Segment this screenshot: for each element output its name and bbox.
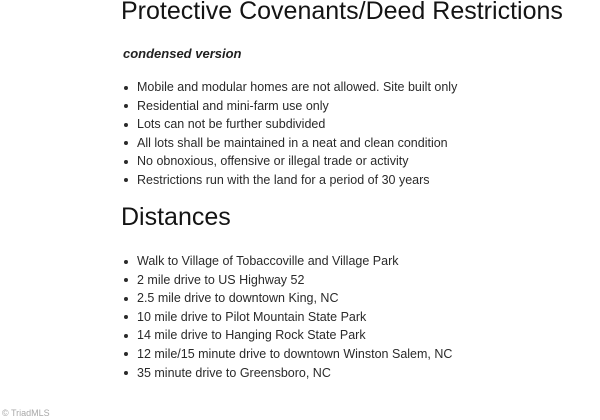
watermark: © TriadMLS [2,408,50,418]
list-item: Mobile and modular homes are not allowed. Site built only [123,78,457,97]
list-item: 35 minute drive to Greensboro, NC [123,364,452,383]
list-item: No obnoxious, offensive or illegal trade or activity [123,152,457,171]
restrictions-heading: Protective Covenants/Deed Restrictions [121,0,563,25]
list-item: Residential and mini-farm use only [123,97,457,116]
restrictions-list [123,78,457,190]
list-item: 12 mile/15 minute drive to downtown Winston Salem, NC [123,345,452,364]
list-item: 2 mile drive to US Highway 52 [123,271,452,290]
list-item: Walk to Village of Tobaccoville and Village Park [123,252,452,271]
distances-list [123,252,452,382]
list-item: 2.5 mile drive to downtown King, NC [123,289,452,308]
restrictions-subtitle: condensed version [123,46,242,61]
list-item: 10 mile drive to Pilot Mountain State Park [123,308,452,327]
list-item: 14 mile drive to Hanging Rock State Park [123,326,452,345]
distances-heading: Distances [121,203,231,231]
list-item: Restrictions run with the land for a period of 30 years [123,171,457,190]
list-item: Lots can not be further subdivided [123,115,457,134]
list-item: All lots shall be maintained in a neat and clean condition [123,134,457,153]
